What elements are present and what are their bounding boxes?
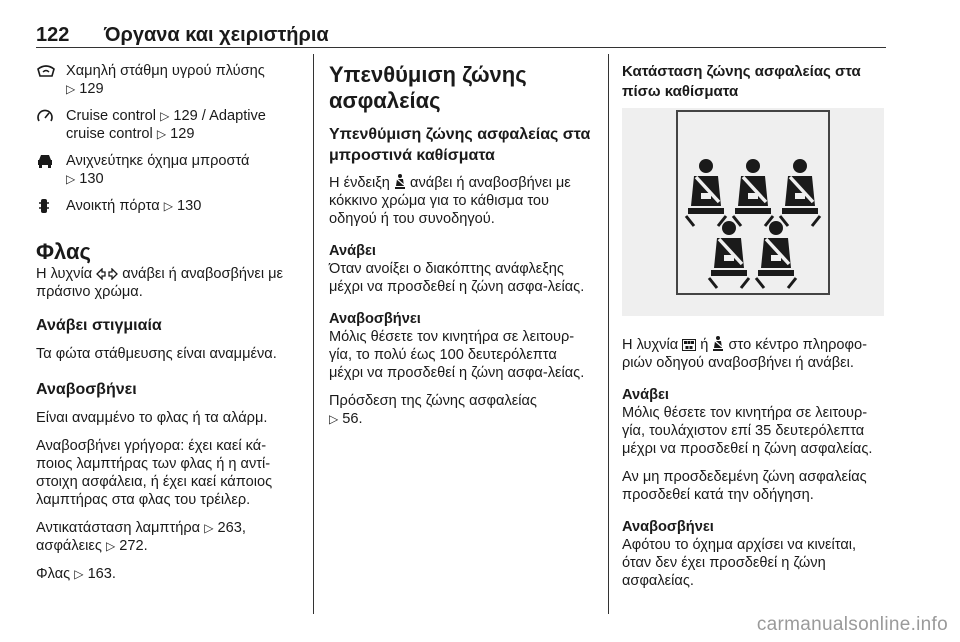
indicator-text: Cruise control — [66, 108, 157, 124]
fasten-text: Πρόσδεση της ζώνης ασφαλείας — [329, 393, 537, 409]
indicator-text: Ανιχνεύτηκε όχημα μπροστά — [66, 153, 250, 169]
page-ref[interactable]: 163. — [87, 566, 116, 582]
replace-text: Αντικατάσταση λαμπτήρα — [36, 520, 201, 536]
page-ref-icon: ▷ — [329, 412, 339, 426]
page-ref[interactable]: 130 — [79, 171, 104, 187]
indicator-row-vehicle — [36, 152, 298, 188]
indicator-text: Χαμηλή στάθμη υγρού πλύσης — [66, 63, 265, 79]
page-ref-icon: ▷ — [106, 539, 116, 553]
turn-signal-icon — [96, 268, 118, 280]
middle-column — [329, 62, 593, 438]
page-ref[interactable]: 272. — [119, 538, 148, 554]
header-rule — [36, 47, 886, 48]
seatbelt-icon — [712, 336, 724, 351]
indicator-row-door — [36, 197, 298, 217]
page-ref-icon: ▷ — [156, 127, 167, 141]
left-column: Χαμηλή στάθμη υγρού πλύσης ▷ 129 Cruise control ▷ 129 / Adaptive cruise control ▷ 129 Ανιχνεύτηκε όχημα μπροστά ▷ 130 Ανοικτή πόρτα ▷ 130 Φλας Η λυχνία ανάβει ή αναβοσβήνει με πράσινο χρώμα. Ανάβει στιγμιαία Τα φώτα στάθμευσης είναι αναμμένα. Αναβοσβήνει Είναι αναμμένο το φλας ή τα αλάρμ. Αναβοσβήνει γρήγορα: έχει καεί κά-ποιος λαμπτήρας των φλας ή η αντί-στοιχη ασφάλεια, ή έχει καεί κάποιος λαμπτήρας στα φλας του τρέιλερ. Αντικατάσταση λαμπτήρα ▷ 263, ασφάλειες ▷ 272. Φλας ▷ 163. — [36, 62, 298, 593]
page-ref-icon: ▷ — [204, 521, 214, 535]
rear-seatbelt-figure — [622, 108, 884, 316]
page-ref-icon: ▷ — [160, 109, 170, 123]
indicator-row-cruise — [36, 107, 298, 143]
blink-text-2: Αναβοσβήνει γρήγορα: έχει καεί κά-ποιος λαμπτήρας των φλας ή η αντί-στοιχη ασφάλεια, ή έχει καεί κάποιος λαμπτήρας στα φλας του τρέιλερ. — [36, 438, 273, 508]
lights-text: Τα φώτα στάθμευσης είναι αναμμένα. — [36, 346, 277, 362]
lamp-a: Η λυχνία — [622, 337, 679, 353]
intro-b: ανάβει ή αναβοσβήνει με κόκκινο χρώμα για το κάθισμα του οδηγού ή του συνοδηγού. — [329, 175, 571, 227]
subheading-on: Ανάβει — [622, 387, 669, 403]
lamp-c: στο κέντρο πληροφο-ριών οδηγού αναβοσβήνει ή ανάβει. — [622, 337, 867, 371]
seatbelt-icon — [394, 174, 406, 189]
page-ref[interactable]: 129 — [170, 126, 195, 142]
page-ref-icon: ▷ — [66, 82, 76, 96]
subheading-on: Ανάβει — [329, 243, 376, 259]
subheading-front-seats: Υπενθύμιση ζώνης ασφαλείας στα μπροστινά καθίσματα — [329, 126, 591, 164]
blink-text-1: Είναι αναμμένο το φλας ή τα αλάρμ. — [36, 410, 268, 426]
indicator-text: Ανοικτή πόρτα — [66, 198, 160, 214]
page-header — [36, 14, 886, 54]
unfastened-text: Αν μη προσδεδεμένη ζώνη ασφαλείας προσδεθεί κατά την οδήγηση. — [622, 469, 867, 503]
flash-intro: Η λυχνία — [36, 266, 93, 282]
page-ref[interactable]: 263 — [217, 520, 242, 536]
section-heading-flash: Φλας — [36, 239, 91, 264]
page-ref-icon: ▷ — [74, 567, 84, 581]
page-number: 122 — [36, 24, 70, 46]
watermark: carmanualsonline.info — [756, 614, 948, 635]
subheading-rear-seats: Κατάσταση ζώνης ασφαλείας στα πίσω καθίσματα — [622, 63, 861, 100]
right-column — [622, 62, 888, 600]
page-ref[interactable]: 56. — [342, 411, 363, 427]
indicator-text-2: / Adaptive cruise control — [66, 108, 266, 142]
subheading-blink: Αναβοσβήνει — [36, 381, 137, 398]
rear-seats-icon — [682, 339, 696, 351]
lamp-b: ή — [700, 337, 709, 353]
page-ref[interactable]: 129 — [79, 81, 104, 97]
intro-a: Η ένδειξη — [329, 175, 390, 191]
flash-intro-rest: ανάβει ή αναβοσβήνει με πράσινο χρώμα. — [36, 266, 284, 300]
page-ref-icon: ▷ — [66, 172, 76, 186]
seatbelt-icon-2 — [733, 159, 773, 226]
blink-text: Μόλις θέσετε τον κινητήρα σε λειτουρ-γία, το πολύ έως 100 δευτερόλεπτα μέχρι να προσδεθεί η ζώνη ασφα-λείας. — [329, 329, 585, 381]
column-divider-1 — [313, 54, 314, 614]
rear-seatbelt-diagram — [622, 108, 884, 316]
flash-ref-text: Φλας — [36, 566, 71, 582]
page-title: Όργανα και χειριστήρια — [104, 24, 329, 46]
cruise-control-icon — [36, 108, 54, 124]
on-text: Μόλις θέσετε τον κινητήρα σε λειτουρ-γία, τουλάχιστον επί 35 δευτερόλεπτα μέχρι να προσδεθεί η ζώνη ασφαλείας. — [622, 405, 873, 457]
seatbelt-icon-3 — [780, 159, 820, 226]
page-ref[interactable]: 129 — [173, 108, 198, 124]
vehicle-ahead-icon — [36, 154, 54, 168]
subheading-blink: Αναβοσβήνει — [622, 519, 714, 535]
column-divider-2 — [608, 54, 609, 614]
section-heading-seatbelt: Υπενθύμιση ζώνης ασφαλείας — [329, 62, 527, 113]
on-text: Όταν ανοίξει ο διακόπτης ανάφλεξης μέχρι να προσδεθεί η ζώνη ασφα-λείας. — [329, 261, 585, 295]
fuses-text: ασφάλειες — [36, 538, 102, 554]
subheading-lights: Ανάβει στιγμιαία — [36, 317, 162, 334]
blink-text: Αφότου το όχημα αρχίσει να κινείται, όταν δεν έχει προσδεθεί η ζώνη ασφαλείας. — [622, 537, 857, 589]
door-open-icon — [36, 198, 52, 214]
page-ref[interactable]: 130 — [177, 198, 202, 214]
seatbelt-icon-5 — [756, 221, 796, 288]
indicator-row-washer — [36, 62, 298, 98]
page-ref-icon: ▷ — [163, 199, 173, 213]
low-washer-fluid-icon — [36, 64, 56, 78]
seatbelt-icon-1 — [686, 159, 726, 226]
subheading-blink: Αναβοσβήνει — [329, 311, 421, 327]
seatbelt-icon-4 — [709, 221, 749, 288]
